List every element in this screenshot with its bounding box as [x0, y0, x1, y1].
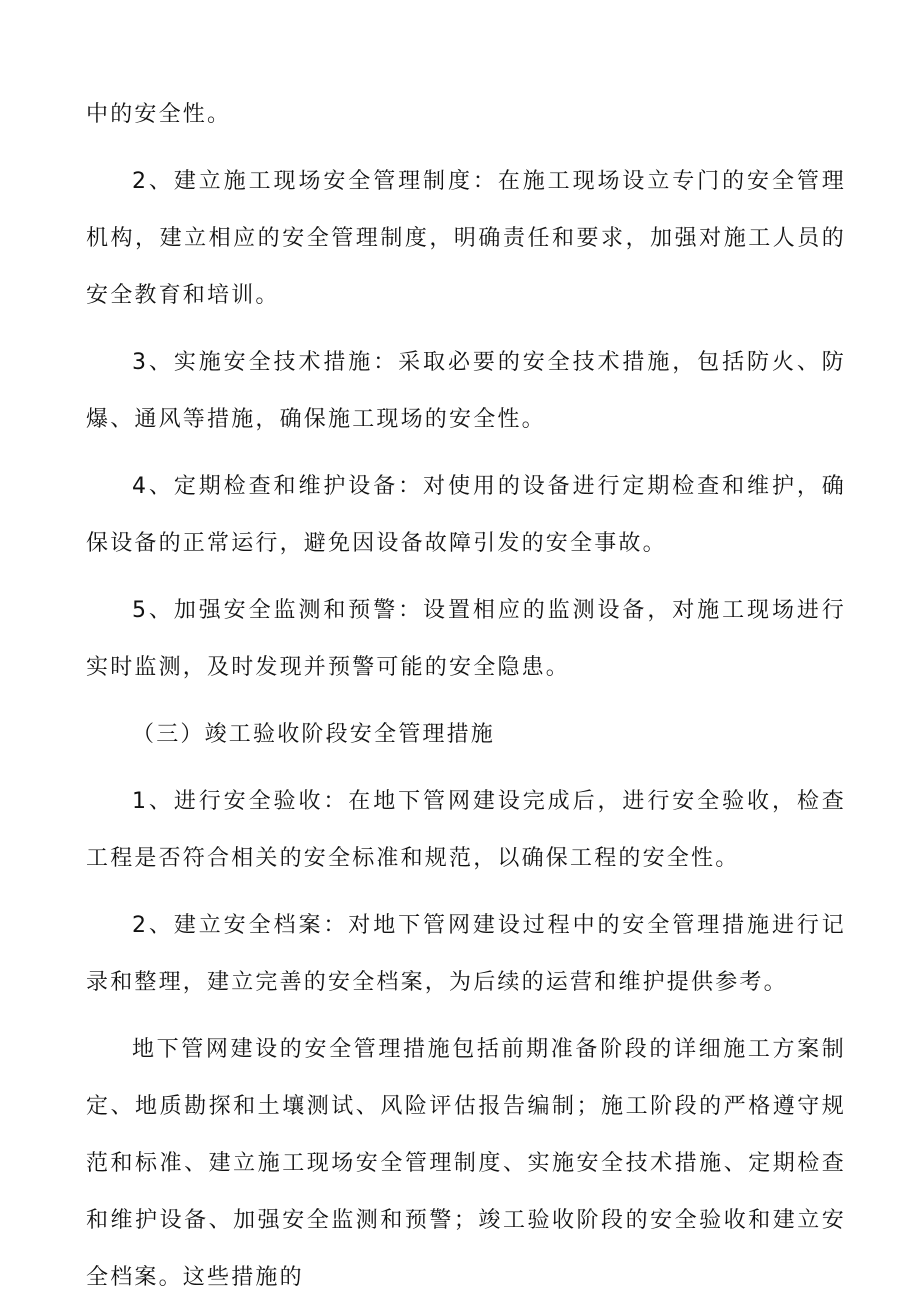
paragraph-item-1-safety-acceptance: 1、进行安全验收：在地下管网建设完成后，进行安全验收，检查工程是否符合相关的安全标准和规范，以确保工程的安全性。 — [86, 789, 846, 871]
document-page — [86, 86, 846, 1306]
paragraph-item-2-site-safety-system: 2、建立施工现场安全管理制度：在施工现场设立专门的安全管理机构，建立相应的安全管理制度，明确责任和要求，加强对施工人员的安全教育和培训。 — [86, 169, 846, 308]
paragraph-item-2-safety-archive: 2、建立安全档案：对地下管网建设过程中的安全管理措施进行记录和整理，建立完善的安全档案，为后续的运营和维护提供参考。 — [86, 913, 846, 995]
section-heading-completion-acceptance: （三）竣工验收阶段安全管理措施 — [132, 722, 496, 747]
paragraph-summary: 地下管网建设的安全管理措施包括前期准备阶段的详细施工方案制定、地质勘探和土壤测试、风险评估报告编制；施工阶段的严格遵守规范和标准、建立施工现场安全管理制度、实施安全技术措施、定期检查和维护设备、加强安全监测和预警；竣工验收阶段的安全验收和建立安全档案。这些措施的 — [86, 1037, 846, 1290]
paragraph-item-3-safety-tech-measures: 3、实施安全技术措施：采取必要的安全技术措施，包括防火、防爆、通风等措施，确保施工现场的安全性。 — [86, 350, 846, 432]
paragraph-item-4-equipment-inspection: 4、定期检查和维护设备：对使用的设备进行定期检查和维护，确保设备的正常运行，避免因设备故障引发的安全事故。 — [86, 474, 846, 556]
paragraph-item-5-monitoring-warning: 5、加强安全监测和预警：设置相应的监测设备，对施工现场进行实时监测，及时发现并预警可能的安全隐患。 — [86, 598, 846, 680]
paragraph-continuation: 中的安全性。 — [86, 102, 232, 127]
